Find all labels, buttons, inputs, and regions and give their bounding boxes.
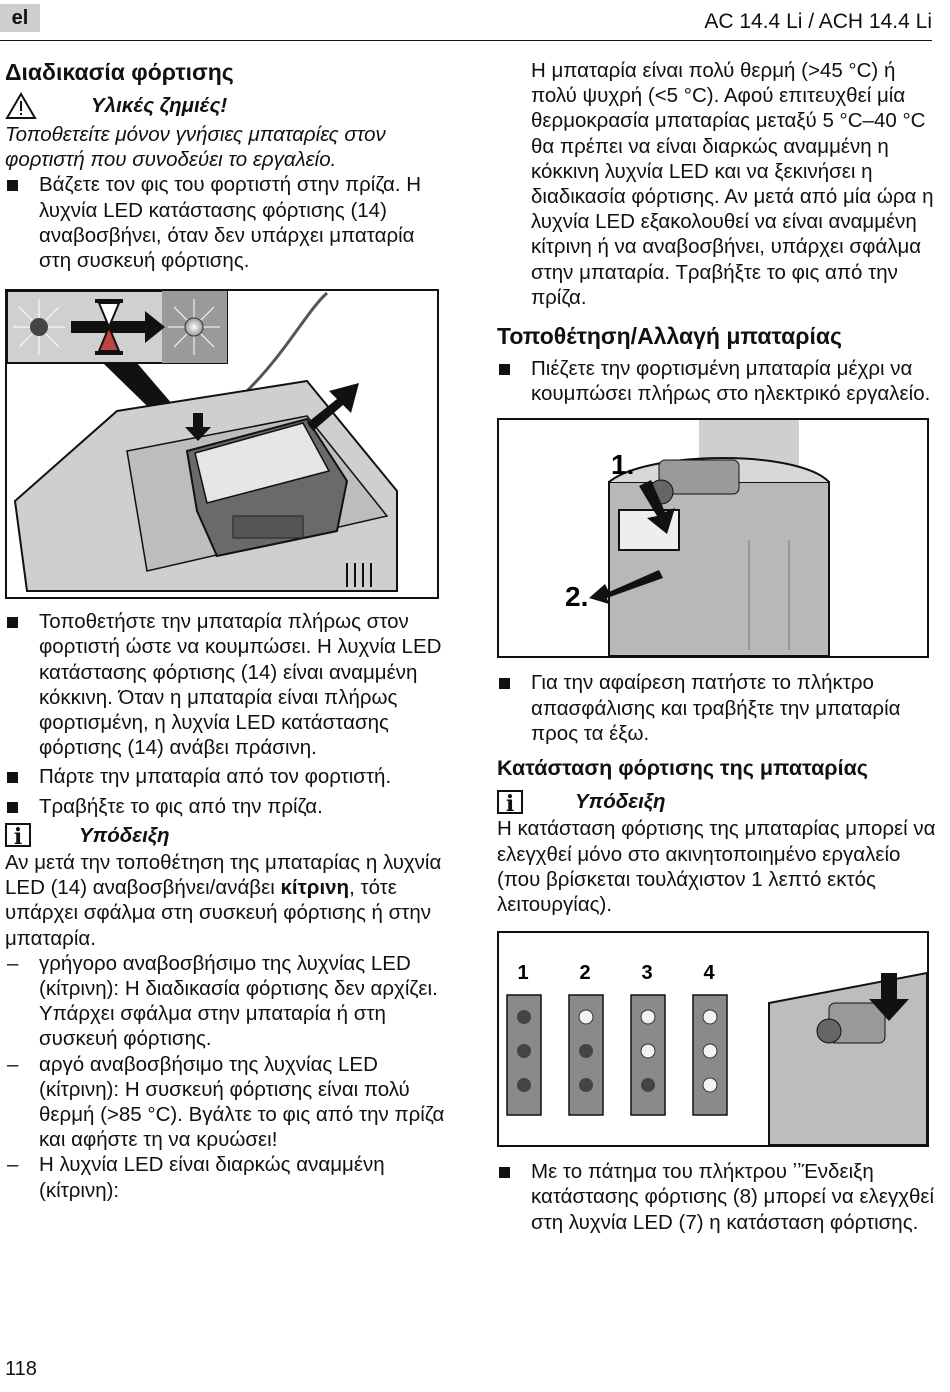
right-column (497, 58, 937, 1239)
warning-notice (5, 92, 445, 120)
level-4-label: 4 (703, 962, 715, 985)
dash-slow-blink: – αργό αναβοσβήσιμο της λυχνίας LED (κίτρινη): Η συσκευή φόρτισης είναι πολύ θερμή (>85 °C). Βγάλτε το φις από την πρίζα και αφήστε τη να κρυώσει! (5, 1052, 445, 1153)
warning-triangle-icon (5, 92, 37, 120)
charger-illustration (7, 291, 437, 597)
section-title-charging: Διαδικασία φόρτισης (5, 59, 234, 85)
warning-label: Υλικές ζημιές! (91, 94, 228, 118)
step1-label: 1. (611, 449, 635, 481)
section-title-charge-state: Κατάσταση φόρτισης της μπαταρίας (497, 756, 868, 781)
bullet-press-battery: Πιέζετε την φορτισμένη μπαταρία μέχρι να κουμπώσει πλήρως στο ηλεκτρικό εργαλείο. (497, 356, 937, 406)
level-3-label: 3 (641, 962, 653, 985)
note-label: Υπόδειξη (79, 823, 170, 847)
info-icon: i (497, 790, 523, 814)
dash-fast-blink: – γρήγορο αναβοσβήσιμο της λυχνίας LED (κίτρινη): Η διαδικασία φόρτισης δεν αρχίζει. Υπάρχει σφάλμα στην μπαταρία ή στη συσκευή φόρτισης. (5, 951, 445, 1052)
bullet-release: Για την αφαίρεση πατήστε το πλήκτρο απασφάλισης και τραβήξτε την μπαταρία προς τα έξω. (497, 670, 937, 746)
note-notice-right (497, 789, 937, 817)
level-2-label: 2 (579, 962, 591, 985)
page-number: 118 (5, 1358, 37, 1380)
info-icon: i (5, 823, 31, 847)
header-rule (0, 40, 932, 41)
note-text-right: Η κατάσταση φόρτισης της μπαταρίας μπορεί να ελεγχθεί μόνο στο ακινητοποιημένο εργαλείο (που βρίσκεται τουλάχιστον 1 λεπτό εκτός λειτουργίας). (497, 817, 936, 917)
bullet-remove-battery: Πάρτε την μπαταρία από τον φορτιστή. (5, 764, 445, 789)
dash-steady-yellow: – Η λυχνία LED είναι διαρκώς αναμμένη (κίτρινη): (5, 1152, 445, 1202)
bullet-insert-battery: Τοποθετήστε την μπαταρία πλήρως στον φορτιστή ώστε να κουμπώσει. Η λυχνία LED κατάστασης φόρτισης (14) είναι αναμμένη κόκκινη. Όταν η μπαταρία είναι πλήρως φορτισμένη, η λυχνία LED κατάστασης φόρτισης (14) ανάβει πράσινη. (5, 609, 445, 760)
charger-figure (5, 289, 439, 599)
charge-level-figure (497, 931, 929, 1147)
warning-text: Τοποθετείτε μόνον γνήσιες μπαταρίες στον φορτιστή που συνοδεύει το εργαλείο. (5, 123, 386, 172)
battery-release-illustration (499, 420, 927, 656)
note-notice (5, 823, 445, 851)
bullet-plug-in: Βάζετε τον φις του φορτιστή στην πρίζα. Η λυχνία LED κατάστασης φόρτισης (14) αναβοσβήνει, όταν δεν υπάρχει μπαταρία στη συσκευή φόρτισης. (5, 172, 445, 273)
language-tag: el (0, 4, 40, 32)
bullet-unplug: Τραβήξτε το φις από την πρίζα. (5, 794, 445, 819)
charge-level-illustration (499, 933, 927, 1145)
model-name: AC 14.4 Li / ACH 14.4 Li (704, 10, 932, 33)
step2-label: 2. (565, 581, 589, 613)
note-label-right: Υπόδειξη (575, 790, 666, 814)
continued-text: Η μπαταρία είναι πολύ θερμή (>45 °C) ή πολύ ψυχρή (<5 °C). Αφού επιτευχθεί μία θερμοκρασία μπαταρίας μεταξύ 5 °C–40 °C θα πρέπει να είναι διαρκώς αναμμένη η κόκκινη λυχνία LED και να ξεκινήσει η διαδικασία φόρτισης. Αν μετά από μία ώρα η λυχνία LED εξακολουθεί να είναι αναμμένη κίτρινη ή να αναβοσβήνει, υπάρχει σφάλμα στην μπαταρία. Τραβήξτε το φις από την πρίζα. (531, 59, 934, 309)
section-title-insert: Τοποθέτηση/Αλλαγή μπαταρίας (497, 323, 843, 350)
level-1-label: 1 (517, 962, 529, 985)
battery-release-figure (497, 418, 929, 658)
left-column (5, 58, 445, 1203)
bullet-check-state: Με το πάτημα του πλήκτρου ʼʼΈνδειξη κατάστασης φόρτισης (8) μπορεί να ελεγχθεί στη λυχνία LED (7) η κατάσταση φόρτισης. (497, 1159, 937, 1235)
note-text: Αν μετά την τοποθέτηση της μπαταρίας η λυχνία LED (14) αναβοσβήνει/ανάβει κίτρινη, τότε υπάρχει σφάλμα στη συσκευή φόρτισης ή στην μπαταρία. (5, 851, 442, 950)
